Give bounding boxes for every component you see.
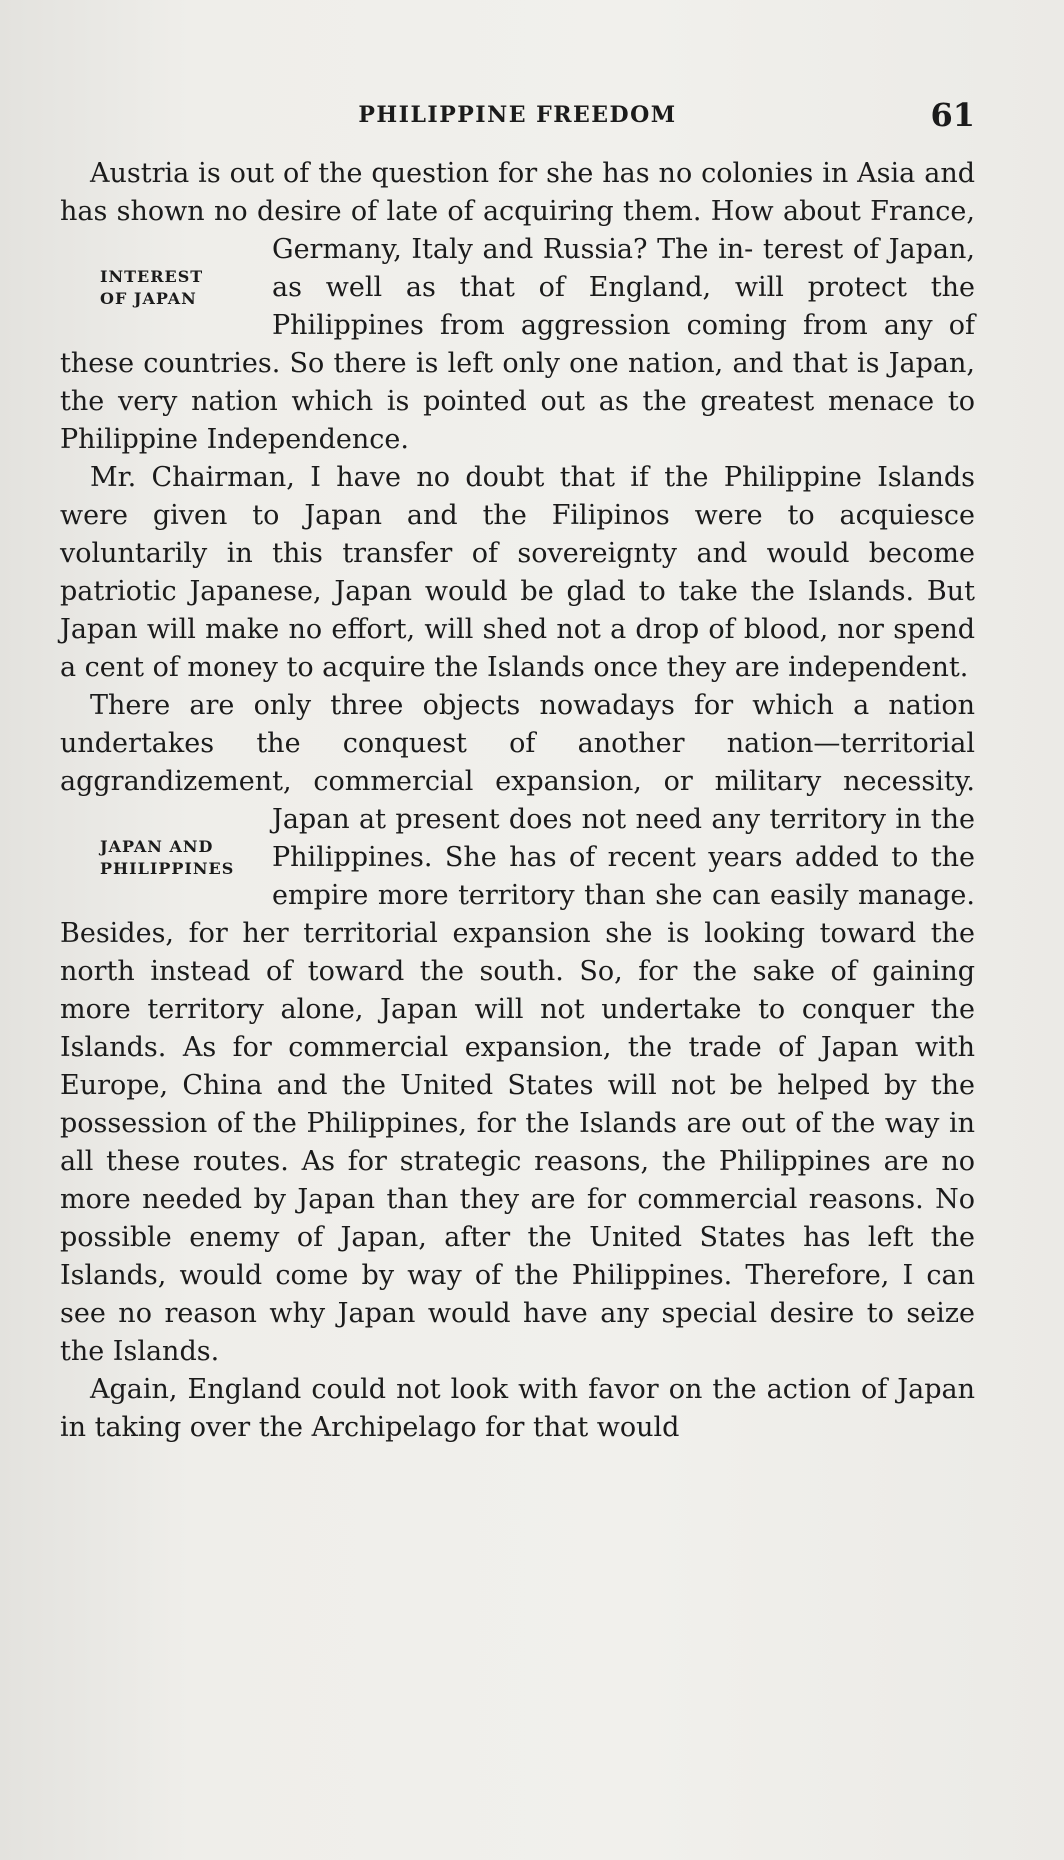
running-head: PHILIPPINE FREEDOM — [358, 102, 677, 128]
paragraph-4: Again, England could not look with favor on the action of Japan in taking over the Archipelago for that would — [60, 1374, 975, 1443]
page-header — [60, 96, 975, 146]
sidenote-japan-line-1: JAPAN AND — [100, 837, 214, 856]
body-text — [60, 155, 975, 1447]
paragraph-1 — [60, 155, 975, 459]
paragraph-3-part-a: There are only three objects nowadays for which a nation undertakes the conquest of another nation—territorial aggrandizement, commercial expansion, or military — [60, 690, 975, 797]
sidenote-interest-of-japan — [60, 231, 260, 345]
page-number: 61 — [930, 96, 975, 134]
sidenote-interest-line-1: INTEREST — [100, 267, 204, 286]
sidenote-interest-line-2: OF JAPAN — [100, 289, 197, 308]
sidenote-japan-and-philippines — [60, 801, 260, 915]
paragraph-3-part-b: necessity. Japan at present does not need any territory in the Philippines. She has of recent years added to the empire more territory than she can easily manage. Besides, for her territorial expansion she is looking toward the north instead of toward the south. So, for the sake of gaining more territory alone, Japan will not undertake to conquer the Islands. As for commercial expansion, the trade of Japan with Europe, China and the United States will not be helped by the possession of the Philippines, for the Islands are out of the way in all these routes. As for strategic reasons, the Philippines are no more needed by Japan than they are for commercial reasons. No possible enemy of Japan, after the United States has left the Islands, would come by way of the Philippines. Therefore, I can see no reason why Japan would have any special desire to seize the Islands. — [60, 766, 975, 1367]
paragraph-2: Mr. Chairman, I have no doubt that if the Philippine Islands were given to Japan and the Filipinos were to acquiesce voluntarily in this transfer of sovereignty and would become patriotic Japanese, Japan would be glad to take the Islands. But Japan will make no effort, will shed not a drop of blood, nor spend a cent of money to acquire the Islands once they are independent. — [60, 462, 975, 683]
paragraph-1-part-a: Austria is out of the question for she has no colonies in Asia and has shown no desire of late of acquiring them. How about France, Germany, Italy and Russia? The in- — [60, 158, 975, 265]
sidenote-japan-line-2: PHILIPPINES — [100, 859, 235, 878]
paragraph-1-part-b: terest of Japan, as well as that of England, will protect the Philippines from aggression coming from any of these countries. So there is left only one nation, and that is Japan, the very nation which is pointed out as the greatest menace to Philippine Independence. — [60, 234, 976, 455]
paragraph-3 — [60, 687, 975, 1371]
